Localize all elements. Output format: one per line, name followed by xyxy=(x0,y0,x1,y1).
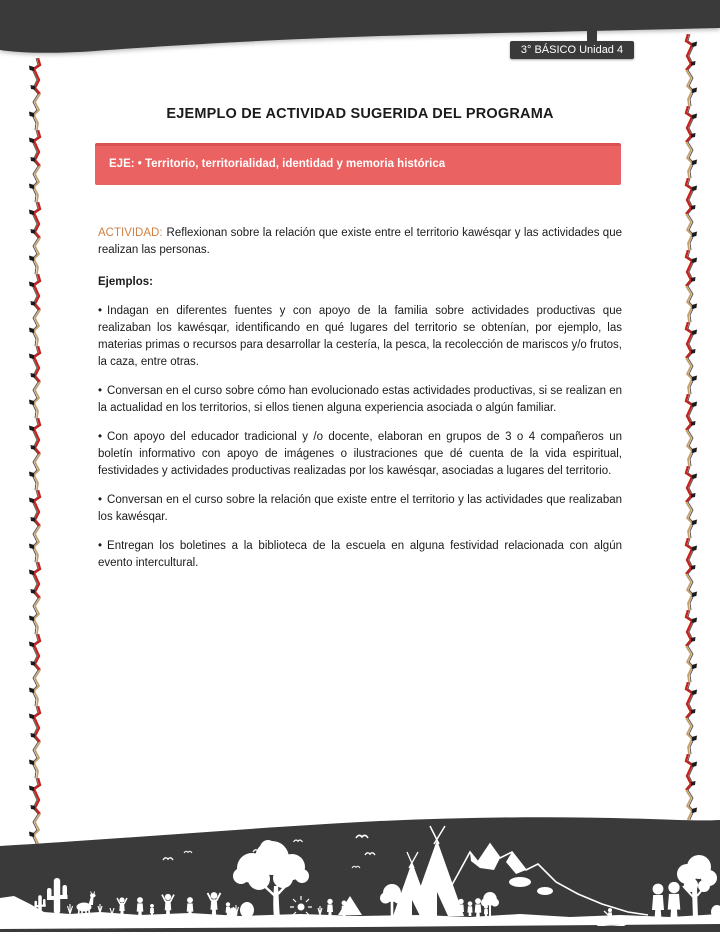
bullet-text: Entregan los boletines a la biblioteca de la escuela en alguna festividad relacionada con algún evento intercultural. xyxy=(98,540,622,569)
bullet-marker: • xyxy=(98,540,103,552)
bullet-marker: • xyxy=(98,494,103,506)
bush-icon xyxy=(240,902,254,918)
eje-banner xyxy=(95,143,621,185)
bullet-list xyxy=(98,303,622,584)
bullet-item xyxy=(98,303,622,371)
bullet-marker: • xyxy=(98,305,103,317)
examples-heading: Ejemplos: xyxy=(98,276,153,288)
bullet-text: Conversan en el curso sobre la relación que existe entre el territorio y las actividades que realizaban los kawésqar. xyxy=(98,494,622,523)
bullet-text: Indagan en diferentes fuentes y con apoyo de la familia sobre actividades productivas que realizaban los kawésqar, identificando en qué lugares del territorio se obtenían, por ejemplo, las materias primas o recursos para desarrollar la cestería, la pesca, la recolección de mariscos y/o frutos, la caza, entre otras. xyxy=(98,305,622,368)
activity-paragraph xyxy=(98,225,622,259)
bullet-marker: • xyxy=(98,431,103,443)
activity-text: Reflexionan sobre la relación que existe entre el territorio kawésqar y las actividades que realizan las personas. xyxy=(98,227,622,256)
page-title: EJEMPLO DE ACTIVIDAD SUGERIDA DEL PROGRAMA xyxy=(166,106,554,122)
bullet-item xyxy=(98,383,622,417)
bullet-item xyxy=(98,429,622,480)
eje-banner-text: EJE: • Territorio, territorialidad, identidad y memoria histórica xyxy=(109,158,446,170)
left-border-ornament xyxy=(27,58,49,846)
footer-illustration xyxy=(0,812,720,932)
bullet-text: Con apoyo del educador tradicional y /o docente, elaboran en grupos de 3 o 4 compañeros un boletín informativo con apoyo de imágenes o ilustraciones que dé cuenta de la vida espiritual, festividades y actividades productivas realizadas por los kawésqar, asociadas a lugares del territorio. xyxy=(98,431,622,477)
bullet-item xyxy=(98,492,622,526)
activity-label: ACTIVIDAD: xyxy=(98,227,163,239)
right-border-ornament xyxy=(677,34,699,820)
bullet-marker: • xyxy=(98,385,103,397)
unit-badge: 3° BÁSICO Unidad 4 xyxy=(510,41,634,59)
bullet-text: Conversan en el curso sobre cómo han evolucionado estas actividades productivas, si se realizan en la actualidad en los territorios, si ellos tienen alguna experiencia asociada o algún familiar. xyxy=(98,385,622,414)
bullet-item xyxy=(98,538,622,572)
